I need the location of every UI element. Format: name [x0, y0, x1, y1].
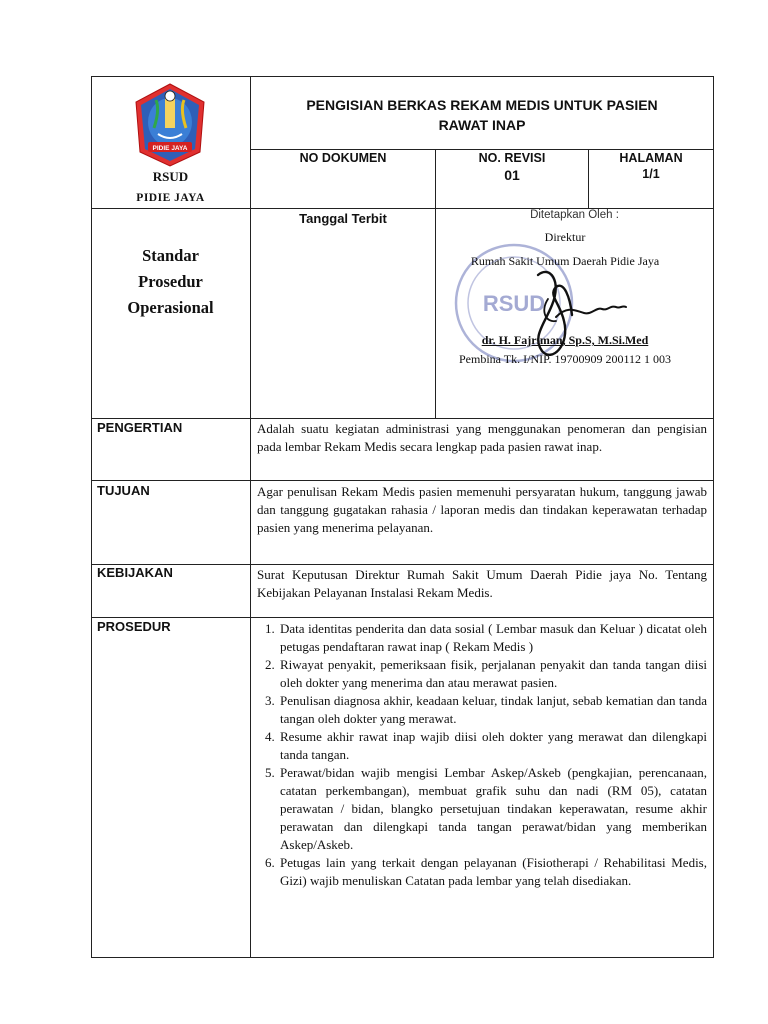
prosedur-list-container	[252, 620, 707, 890]
approval-name: dr. H. Fajriman, Sp.S, M.Si.Med	[481, 333, 649, 347]
tujuan-text: Agar penulisan Rekam Medis pasien memenuhi persyaratan hukum, tanggung jawab dan tanggung gugatakan rahasia / laporan medis dan tindakan keperawatan terhadap pasien yang menerima pelayanan.	[257, 484, 707, 535]
prosedur-item: 3. Penulisan diagnosa akhir, keadaan keluar, tindak lanjut, sebab kematian dan tanda tangan oleh dokter yang merawat.	[278, 692, 707, 728]
approval-position: Direktur	[544, 230, 586, 244]
prosedur-item: 5. Perawat/bidan wajib mengisi Lembar Askep/Askeb (pengkajian, perencanaan, catatan perkembangan), membuat grafik suhu dan nadi (RM 05), catatan perawatan / bidan, blangko persetujuan tindakan keperawatan, resume akhir perawatan dan dilengkapi tanda tangan perawat/bidan yang memberikan Askep/Askeb.	[278, 764, 707, 854]
tanggal-terbit-label: Tanggal Terbit	[299, 211, 387, 226]
row-divider-tujuan	[91, 480, 714, 481]
prosedur-list	[252, 620, 707, 890]
ditetapkan-label: Ditetapkan Oleh :	[530, 209, 619, 221]
table-border-bottom	[91, 957, 714, 958]
prosedur-item: 6. Petugas lain yang terkait dengan pelayanan (Fisiotherapi / Rehabilitasi Medis, Gizi) wajib menuliskan Catatan pada lembar yang telah disediakan.	[278, 854, 707, 890]
pidie-jaya-emblem-icon	[134, 80, 206, 168]
row-divider-pengertian	[91, 418, 714, 419]
sop-line-2: Prosedur	[138, 272, 203, 291]
approval-nip: Pembina Tk. I/NIP. 19700909 200112 1 003	[459, 352, 671, 366]
document-title: PENGISIAN BERKAS REKAM MEDIS UNTUK PASIEN RAWAT INAP	[306, 97, 658, 133]
sop-line-3: Operasional	[127, 298, 214, 317]
kebijakan-label: KEBIJAKAN	[97, 565, 173, 580]
prosedur-item: 2. Riwayat penyakit, pemeriksaan fisik, perjalanan penyakit dan tanda tangan diisi oleh dokter yang menerima dan atau merawat pasien.	[278, 656, 707, 692]
no-revisi-label: NO. REVISI	[478, 151, 546, 165]
kebijakan-text: Surat Keputusan Direktur Rumah Sakit Umum Daerah Pidie jaya No. Tentang Kebijakan Pelayanan Instalasi Rekam Medis.	[257, 567, 707, 600]
prosedur-label: PROSEDUR	[97, 619, 171, 634]
hospital-logo	[134, 80, 206, 168]
halaman-label: HALAMAN	[619, 151, 683, 165]
pengertian-text: Adalah suatu kegiatan administrasi yang menggunakan penomeran dan pengisian pada lembar Rekam Medis secara lengkap pada pasien rawat inap.	[257, 421, 707, 454]
org-name: RSUD	[152, 169, 189, 184]
pengertian-label: PENGERTIAN	[97, 420, 183, 435]
approval-institution: Rumah Sakit Umum Daerah Pidie Jaya	[470, 254, 660, 268]
prosedur-item: 4. Resume akhir rawat inap wajib diisi oleh dokter yang merawat dan dilengkapi tanda tangan.	[278, 728, 707, 764]
row-divider-prosedur	[91, 617, 714, 618]
sop-line-1: Standar	[142, 246, 199, 265]
approval-block	[452, 225, 678, 387]
row-divider-kebijakan	[91, 564, 714, 565]
logo-banner-text: PIDIE JAYA	[152, 145, 188, 152]
sop-label	[92, 243, 249, 321]
prosedur-item: 1. Data identitas penderita dan data sosial ( Lembar masuk dan Keluar ) dicatat oleh petugas pendaftaran rawat inap ( Rekam Medis )	[278, 620, 707, 656]
header-col-divider-1	[435, 149, 436, 419]
table-border-top	[91, 76, 714, 77]
stamp-text: RSUD	[482, 291, 546, 316]
no-dokumen-label: NO DOKUMEN	[299, 151, 387, 165]
tujuan-label: TUJUAN	[97, 483, 150, 498]
halaman-value: 1/1	[642, 167, 660, 181]
no-revisi-value: 01	[504, 167, 520, 183]
org-region: PIDIE JAYA	[136, 192, 205, 204]
